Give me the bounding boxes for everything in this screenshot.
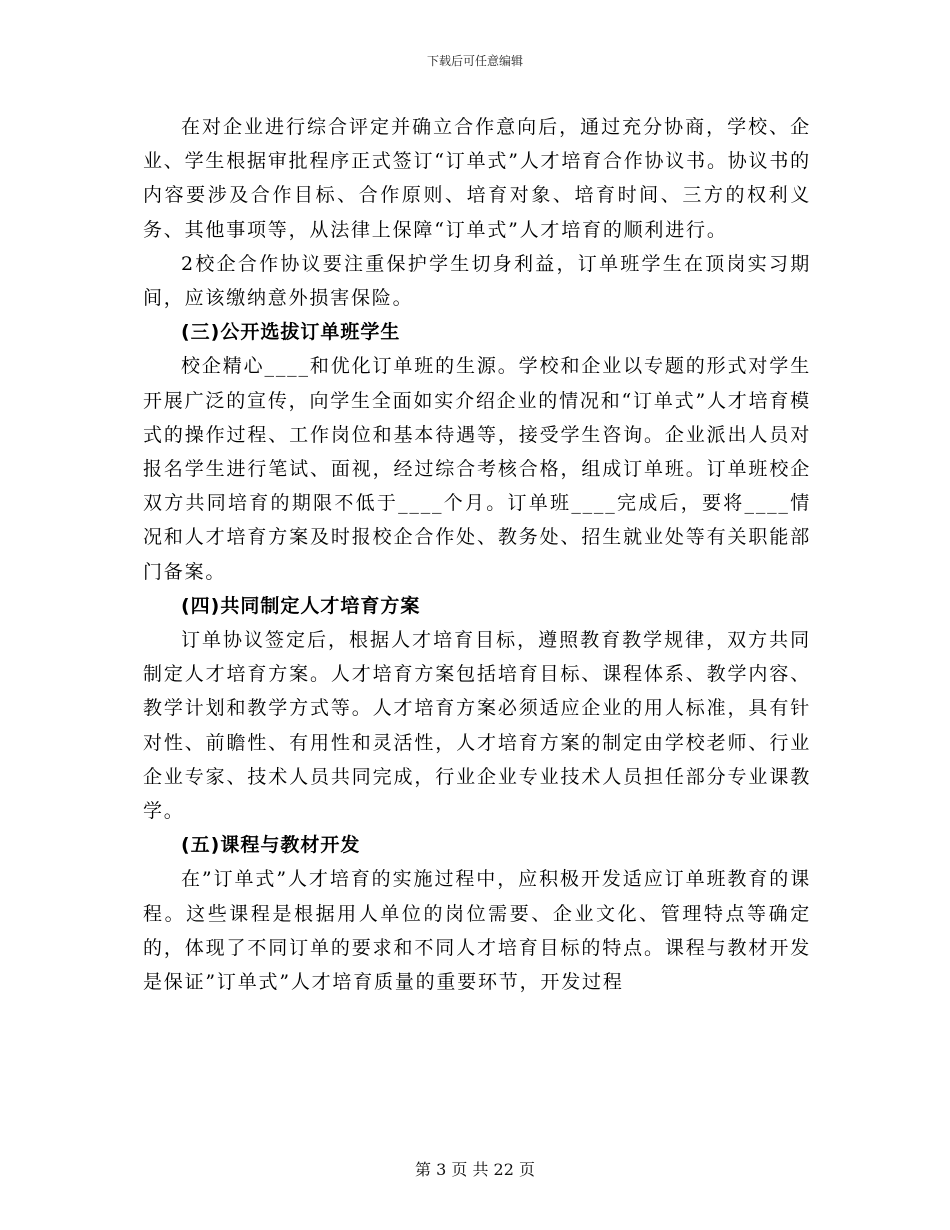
page-number: 第 3 页 共 22 页 — [415, 1160, 535, 1179]
document-body — [143, 110, 811, 999]
paragraph-training-plan: 订单协议签定后，根据人才培育目标，遵照教育教学规律，双方共同制定人才培育方案。人才培育方案包括培育目标、课程体系、教学内容、教学计划和教学方式等。人才培育方案必须适应企业的用人标准，具有针对性、前瞻性、有用性和灵活性，人才培育方案的制定由学校老师、行业企业专家、技术人员共同完成，行业企业专业技术人员担任部分专业课教学。 — [143, 629, 811, 823]
section-heading-4: (四)共同制定人才培育方案 — [181, 594, 421, 617]
paragraph-insurance: 2校企合作协议要注重保护学生切身利益，订单班学生在顶岗实习期间，应该缴纳意外损害保险。 — [143, 252, 811, 310]
header-note: 下载后可任意编辑 — [426, 54, 523, 68]
section-heading-3: (三)公开选拔订单班学生 — [181, 321, 401, 344]
paragraph-curriculum: 在”订单式”人才培育的实施过程中，应积极开发适应订单班教育的课程。这些课程是根据用人单位的岗位需要、企业文化、管理特点等确定的，体现了不同订单的要求和不同人才培育目标的特点。课程与教材开发是保证”订单式”人才培育质量的重要环节，开发过程 — [143, 868, 811, 994]
section-heading-5: (五)课程与教材开发 — [181, 834, 361, 857]
paragraph-agreement-signing: 在对企业进行综合评定并确立合作意向后，通过充分协商，学校、企业、学生根据审批程序正式签订“订单式”人才培育合作协议书。协议书的内容要涉及合作目标、合作原则、培育对象、培育时间、三方的权利义务、其他事项等，从法律上保障“订单式”人才培育的顺利进行。 — [143, 116, 811, 241]
paragraph-student-selection: 校企精心____和优化订单班的生源。学校和企业以专题的形式对学生开展广泛的宣传，向学生全面如实介绍企业的情况和“订单式”人才培育模式的操作过程、工作岗位和基本待遇等，接受学生咨询。企业派出人员对报名学生进行笔试、面视，经过综合考核合格，组成订单班。订单班校企双方共同培育的期限不低于____个月。订单班____完成后，要将____情况和人才培育方案及时报校企合作处、教务处、招生就业处等有关职能部门备案。 — [143, 355, 811, 583]
